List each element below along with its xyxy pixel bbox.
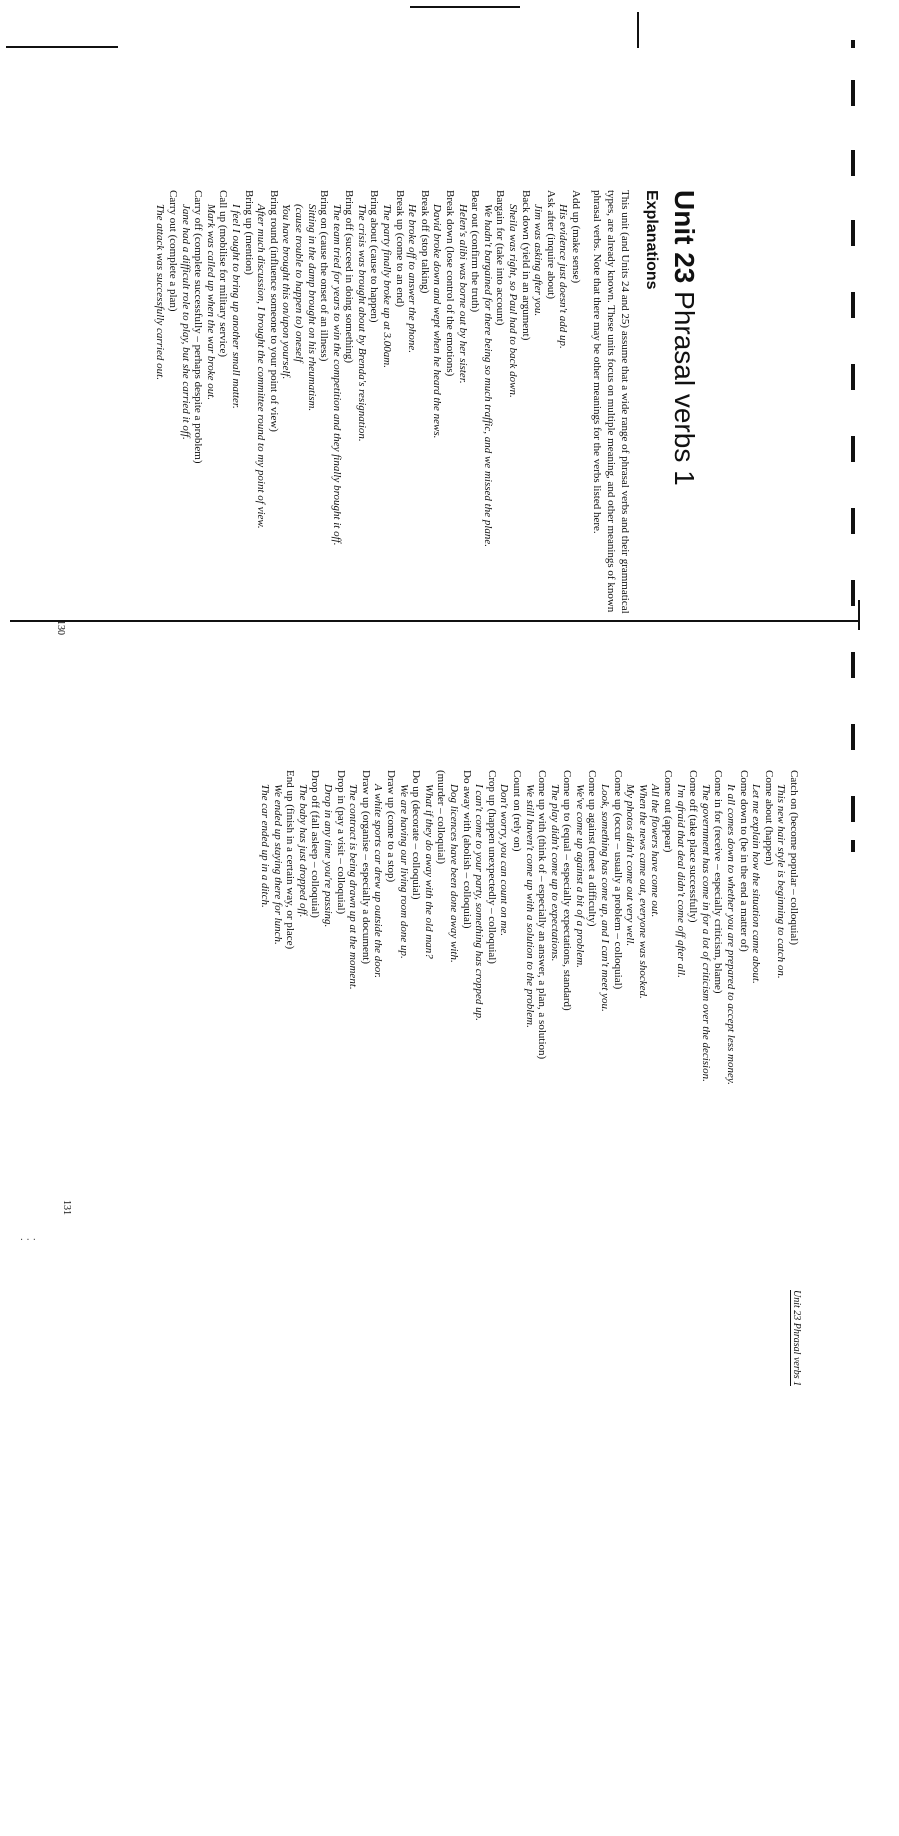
right-page: [42, 770, 802, 1390]
section-heading: Explanations: [643, 190, 660, 290]
entry-example: Sheila was right, so Paul had to back down.: [507, 204, 520, 398]
top-vertical-mark: [637, 12, 639, 48]
margin-mark: [851, 796, 855, 822]
entry-example: The baby has just dropped off.: [296, 784, 309, 918]
entry-definition: Break off (stop talking): [418, 190, 431, 294]
phrasal-verb-entry: [321, 770, 346, 1390]
page-divider-tick: [858, 600, 860, 630]
entry-example: Helen's alibi was borne out by her sister.: [456, 204, 469, 384]
entry-definition: Call up (mobilise for military service): [217, 190, 230, 358]
entry-example: We still haven't come up with a solution to the problem.: [523, 784, 536, 1028]
entry-example: We ended up staying there for lunch.: [271, 784, 284, 945]
phrasal-verb-entry: [557, 190, 582, 810]
entry-example: His evidence just doesn't add up.: [557, 204, 570, 349]
scan-speckle: · · ·: [20, 1235, 36, 1246]
phrasal-verb-entry: [724, 770, 749, 1390]
margin-mark: [851, 220, 855, 246]
phrasal-verb-entry: [456, 190, 481, 810]
entry-definition: Come up to (equal – especially expectations, standard): [561, 770, 574, 1011]
phrasal-verb-entry: [523, 770, 548, 1390]
entry-definition: Break up (come to an end): [393, 190, 406, 307]
phrasal-verb-entry: [532, 190, 557, 810]
entry-definition: (murder – colloquial): [435, 770, 448, 865]
page-number-right: 131: [61, 1200, 72, 1215]
entry-definition: Break down (lose control of the emotions): [444, 190, 457, 377]
entry-example: The contract is being drawn up at the moment.: [347, 784, 360, 990]
entry-definition: Come up against (meet a difficulty): [586, 770, 599, 927]
margin-mark: [851, 80, 855, 106]
phrasal-verb-entry: [280, 190, 330, 810]
phrasal-verb-entry: [330, 190, 355, 810]
margin-mark: [851, 292, 855, 318]
entry-definition: Come down to (be in the end a matter of): [737, 770, 750, 952]
entry-definition: Come about (happen): [762, 770, 775, 866]
entry-definition: Back down (yield in an argument): [519, 190, 532, 341]
entry-definition: Count on (rely on): [510, 770, 523, 852]
entry-example: I feel I ought to bring up another small matter.: [229, 204, 242, 409]
entry-definition: Crop up (happen unexpectedly – colloquial): [485, 770, 498, 964]
phrasal-verb-entry: [255, 190, 280, 810]
phrasal-verb-entry: [624, 770, 674, 1390]
intro-paragraph: This unit (and Units 24 and 25) assume that a wide range of phrasal verbs and their grammatical types, are already known. These units focus on multiple meaning, and other meanings of known phrasal verbs. Note that there may be other meanings for the verbs listed here.: [591, 190, 631, 614]
entry-example: We hadn't bargained for there being so much traffic, and we missed the plane.: [481, 204, 494, 548]
entry-definition: Bring off (succeed in doing something): [343, 190, 356, 364]
entry-example: The crisis was brought about by Brenda's resignation.: [355, 204, 368, 442]
top-left-scan-mark: [6, 46, 118, 48]
phrasal-verb-entry: [447, 770, 472, 1390]
phrasal-verb-entry: [406, 190, 431, 810]
left-entry-list: [154, 190, 582, 810]
margin-mark: [851, 364, 855, 390]
entry-definition: Bring about (cause to happen): [368, 190, 381, 323]
entry-example: The government has come in for a lot of criticism over the decision.: [699, 784, 712, 1082]
entry-definition: Do away with (abolish – colloquial): [460, 770, 473, 929]
entry-example: David broke down and wept when he heard the news.: [431, 204, 444, 439]
margin-mark: [851, 652, 855, 678]
margin-mark: [851, 724, 855, 750]
entry-example: All the flowers have come out.: [649, 784, 662, 918]
entry-example: He broke off to answer the phone.: [406, 204, 419, 353]
entry-example: Sitting in the damp brought on his rheumatism.: [305, 204, 318, 412]
phrasal-verb-entry: [599, 770, 624, 1390]
entry-definition: Bargain for (take into account): [494, 190, 507, 326]
phrasal-verb-entry: [296, 770, 321, 1390]
margin-mark: [851, 436, 855, 462]
entry-definition: Drop in (pay a visit – colloquial): [334, 770, 347, 915]
phrasal-verb-entry: [506, 190, 531, 810]
unit-name: Phrasal verbs 1: [669, 291, 700, 486]
entry-example: Drop in any time you're passing.: [322, 784, 335, 928]
entry-example: We've come up against a bit of a problem.: [573, 784, 586, 968]
top-scan-mark: [410, 6, 520, 8]
phrasal-verb-entry: [204, 190, 229, 810]
unit-title: [668, 190, 700, 810]
entry-definition: Catch on (become popular – colloquial): [788, 770, 800, 946]
entry-example: You have brought this on/upon yourself.: [280, 204, 293, 380]
phrasal-verb-entry: [355, 190, 380, 810]
entry-definition: Carry off (complete successfully – perhaps despite a problem): [192, 190, 205, 464]
margin-mark: [851, 840, 855, 852]
entry-definition: Draw up (come to a stop): [385, 770, 397, 883]
phrasal-verb-entry: [372, 770, 397, 1390]
entry-example: Dog licences have been done away with.: [447, 784, 460, 963]
margin-mark: [851, 40, 855, 48]
entry-definition: Bring up (mention): [242, 190, 255, 275]
entry-example: Mark was called up when the war broke out.: [204, 204, 217, 401]
phrasal-verb-entry: [498, 770, 523, 1390]
entry-definition: Ask after (inquire about): [544, 190, 557, 300]
left-page: [20, 190, 700, 810]
entry-example: My photos didn't come out very well.: [624, 784, 637, 947]
entry-example: Let me explain how the situation came about.: [750, 784, 763, 984]
unit-number: Unit 23: [669, 190, 700, 284]
entry-example: The play didn't come up to expectations.: [548, 784, 561, 962]
entry-definition: Draw up (organise – especially a document): [359, 770, 372, 965]
entry-definition: Come up (occur – usually a problem – colloquial): [611, 770, 624, 990]
phrasal-verb-entry: [548, 770, 573, 1390]
entry-example: I'm afraid that deal didn't come off after all.: [674, 784, 687, 978]
phrasal-verb-entry: [258, 770, 296, 1390]
margin-mark: [851, 150, 855, 176]
entry-example: The attack was successfully carried out.: [154, 204, 167, 380]
entry-example: This new hair style is beginning to catch on.: [775, 784, 788, 979]
entry-example: Don't worry, you can count on me.: [498, 784, 511, 937]
page-number-left: 130: [55, 620, 66, 635]
entry-example: The team tried for years to win the competition and they finally brought it off.: [330, 204, 343, 546]
phrasal-verb-entry: [573, 770, 598, 1390]
phrasal-verb-entry: [422, 770, 447, 1390]
entry-example: The car ended up in a ditch.: [259, 784, 272, 908]
entry-definition: Carry out (complete a plan): [167, 190, 179, 312]
entry-example: Jane had a difficult role to play, but she carried it off.: [179, 204, 192, 440]
entry-example: Look, something has come up, and I can't meet you.: [599, 784, 612, 1012]
phrasal-verb-entry: [699, 770, 724, 1390]
entry-example: It all comes down to whether you are prepared to accept less money.: [725, 784, 738, 1085]
entry-definition: Bring round (influence someone to your point of view): [267, 190, 280, 432]
entry-definition: Come out (appear): [662, 770, 675, 853]
entry-example: I can't come to your party, something has cropped up.: [473, 784, 486, 1021]
running-head: Unit 23 Phrasal verbs 1: [791, 1290, 802, 1387]
phrasal-verb-entry: [381, 190, 406, 810]
entry-example: When the news came out, everyone was shocked.: [636, 784, 649, 999]
entry-definition: Bring on (cause the onset of an illness): [318, 190, 331, 362]
phrasal-verb-entry: [674, 770, 699, 1390]
margin-mark: [851, 580, 855, 606]
entry-definition: Come up with (think of – especially an answer, a plan, a solution): [536, 770, 549, 1060]
phrasal-verb-entry: [179, 190, 204, 810]
entry-example: A white sports car drew up outside the door.: [372, 784, 385, 979]
phrasal-verb-entry: [750, 770, 775, 1390]
phrasal-verb-entry: [481, 190, 506, 810]
entry-example: We are having our living room done up.: [397, 784, 410, 959]
entry-example: Jim was asking after you.: [532, 204, 545, 317]
phrasal-verb-entry: [397, 770, 422, 1390]
entry-example: (cause trouble to happen to) oneself: [292, 204, 305, 363]
phrasal-verb-entry: [347, 770, 372, 1390]
phrasal-verb-entry: [431, 190, 456, 810]
phrasal-verb-entry: [229, 190, 254, 810]
right-entry-list: [258, 770, 802, 1390]
entry-definition: Drop off (fall asleep – colloquial): [309, 770, 322, 918]
entry-example: What if they do away with the old man?: [422, 784, 435, 959]
margin-mark: [851, 508, 855, 534]
entry-definition: Come in for (receive – especially criticism, blame): [712, 770, 725, 994]
entry-definition: Add up (make sense): [570, 190, 582, 284]
entry-definition: Do up (decorate – colloquial): [410, 770, 423, 900]
entry-definition: End up (finish in a certain way, or place): [284, 770, 297, 950]
entry-example: The party finally broke up at 3.00am.: [381, 204, 394, 368]
entry-example: After much discussion, I brought the committee round to my point of view.: [255, 204, 268, 529]
entry-definition: Come off (take place successfully): [687, 770, 700, 923]
entry-definition: Bear out (confirm the truth): [469, 190, 482, 313]
phrasal-verb-entry: [154, 190, 179, 810]
phrasal-verb-entry: [473, 770, 498, 1390]
